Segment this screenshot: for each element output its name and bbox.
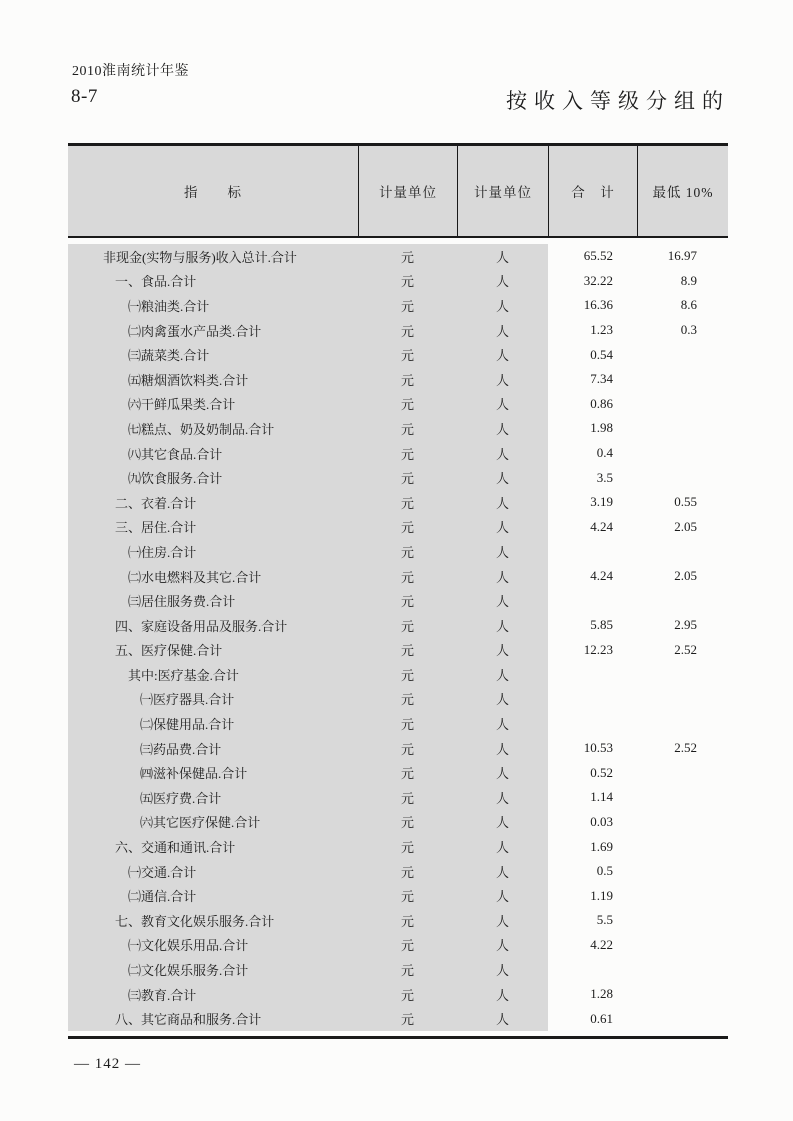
unit-yuan-cell: 元 [358, 318, 457, 343]
unit-yuan-cell: 元 [358, 539, 457, 564]
unit-person-cell: 人 [457, 613, 548, 638]
unit-yuan-cell: 元 [358, 687, 457, 712]
lowest10-value-cell: 2.95 [674, 617, 697, 633]
table-row [68, 392, 728, 417]
table-row [68, 515, 728, 540]
unit-yuan-cell: 元 [358, 711, 457, 736]
indicator-cell: ㈠住房.合计 [68, 539, 358, 564]
table-row [68, 760, 728, 785]
total-value-cell: 1.69 [590, 838, 613, 854]
indicator-cell: ㈠文化娱乐用品.合计 [68, 933, 358, 958]
unit-person-cell: 人 [457, 1006, 548, 1031]
indicator-cell: ㈡通信.合计 [68, 883, 358, 908]
total-value-cell: 5.5 [596, 912, 613, 928]
total-value-cell: 0.4 [596, 445, 613, 461]
table-row [68, 367, 728, 392]
table-row [68, 638, 728, 663]
total-value-cell: 32.22 [583, 272, 613, 288]
unit-yuan-cell: 元 [358, 736, 457, 761]
total-value-cell: 12.23 [583, 641, 613, 657]
unit-person-cell: 人 [457, 416, 548, 441]
table-row [68, 785, 728, 810]
unit-person-cell: 人 [457, 564, 548, 589]
total-value-cell: 4.22 [590, 936, 613, 952]
table-header-row [68, 146, 728, 238]
indicator-cell: ㈢蔬菜类.合计 [68, 342, 358, 367]
lowest10-value-cell: 8.9 [680, 272, 697, 288]
unit-yuan-cell: 元 [358, 785, 457, 810]
table-row [68, 883, 728, 908]
indicator-cell: ㈠粮油类.合计 [68, 293, 358, 318]
lowest10-value-cell: 2.05 [674, 568, 697, 584]
indicator-cell: 非现金(实物与服务)收入总计.合计 [68, 244, 358, 269]
total-value-cell: 0.61 [590, 1010, 613, 1026]
table-row [68, 933, 728, 958]
unit-person-cell: 人 [457, 342, 548, 367]
unit-yuan-cell: 元 [358, 1006, 457, 1031]
unit-person-cell: 人 [457, 465, 548, 490]
total-value-cell: 65.52 [583, 248, 613, 264]
indicator-cell: ㈡文化娱乐服务.合计 [68, 957, 358, 982]
header-lowest10: 最低 10% [637, 146, 728, 236]
unit-person-cell: 人 [457, 883, 548, 908]
total-value-cell: 7.34 [590, 371, 613, 387]
statistics-table [68, 143, 728, 1039]
yearbook-label: 2010淮南统计年鉴 [72, 64, 189, 79]
indicator-cell: 八、其它商品和服务.合计 [68, 1006, 358, 1031]
page-title: 按收入等级分组的 [506, 89, 730, 113]
total-value-cell: 0.86 [590, 395, 613, 411]
indicator-cell: ㈠医疗器具.合计 [68, 687, 358, 712]
unit-person-cell: 人 [457, 490, 548, 515]
unit-yuan-cell: 元 [358, 883, 457, 908]
unit-person-cell: 人 [457, 687, 548, 712]
page-number: — 142 — [74, 1056, 141, 1072]
unit-yuan-cell: 元 [358, 465, 457, 490]
lowest10-value-cell: 2.52 [674, 740, 697, 756]
total-value-cell: 0.54 [590, 346, 613, 362]
total-value-cell: 3.5 [596, 469, 613, 485]
table-row [68, 687, 728, 712]
table-row [68, 441, 728, 466]
unit-yuan-cell: 元 [358, 392, 457, 417]
indicator-cell: ㈡水电燃料及其它.合计 [68, 564, 358, 589]
table-number: 8-7 [71, 86, 98, 107]
total-value-cell: 3.19 [590, 494, 613, 510]
table-row [68, 465, 728, 490]
indicator-cell: 二、衣着.合计 [68, 490, 358, 515]
table-row [68, 908, 728, 933]
unit-yuan-cell: 元 [358, 269, 457, 294]
unit-yuan-cell: 元 [358, 293, 457, 318]
header-unit-2: 计量单位 [457, 146, 548, 236]
indicator-cell: ㈥其它医疗保健.合计 [68, 810, 358, 835]
indicator-cell: ㈡肉禽蛋水产品类.合计 [68, 318, 358, 343]
unit-yuan-cell: 元 [358, 613, 457, 638]
table-row [68, 416, 728, 441]
unit-yuan-cell: 元 [358, 416, 457, 441]
total-value-cell: 16.36 [583, 297, 613, 313]
lowest10-value-cell: 0.55 [674, 494, 697, 510]
indicator-cell: 七、教育文化娱乐服务.合计 [68, 908, 358, 933]
lowest10-value-cell: 2.05 [674, 518, 697, 534]
unit-person-cell: 人 [457, 515, 548, 540]
total-value-cell: 1.23 [590, 322, 613, 338]
unit-person-cell: 人 [457, 736, 548, 761]
unit-yuan-cell: 元 [358, 441, 457, 466]
unit-person-cell: 人 [457, 908, 548, 933]
lowest10-value-cell: 8.6 [680, 297, 697, 313]
indicator-cell: 其中:医疗基金.合计 [68, 662, 358, 687]
indicator-cell: ㈨饮食服务.合计 [68, 465, 358, 490]
total-value-cell: 0.52 [590, 764, 613, 780]
unit-person-cell: 人 [457, 810, 548, 835]
indicator-cell: 三、居住.合计 [68, 515, 358, 540]
unit-person-cell: 人 [457, 244, 548, 269]
table-row [68, 957, 728, 982]
unit-person-cell: 人 [457, 785, 548, 810]
total-value-cell: 10.53 [583, 740, 613, 756]
unit-person-cell: 人 [457, 269, 548, 294]
unit-yuan-cell: 元 [358, 859, 457, 884]
indicator-cell: ㈧其它食品.合计 [68, 441, 358, 466]
total-value-cell: 5.85 [590, 617, 613, 633]
lowest10-value-cell: 2.52 [674, 641, 697, 657]
unit-yuan-cell: 元 [358, 760, 457, 785]
unit-yuan-cell: 元 [358, 244, 457, 269]
unit-person-cell: 人 [457, 662, 548, 687]
unit-person-cell: 人 [457, 957, 548, 982]
header-unit-1: 计量单位 [358, 146, 457, 236]
table-row [68, 834, 728, 859]
unit-person-cell: 人 [457, 588, 548, 613]
total-value-cell: 1.14 [590, 789, 613, 805]
indicator-cell: 五、医疗保健.合计 [68, 638, 358, 663]
unit-yuan-cell: 元 [358, 588, 457, 613]
table-row [68, 588, 728, 613]
unit-person-cell: 人 [457, 293, 548, 318]
unit-yuan-cell: 元 [358, 490, 457, 515]
indicator-cell: ㈠交通.合计 [68, 859, 358, 884]
indicator-cell: 一、食品.合计 [68, 269, 358, 294]
unit-person-cell: 人 [457, 539, 548, 564]
unit-person-cell: 人 [457, 933, 548, 958]
unit-person-cell: 人 [457, 982, 548, 1007]
unit-person-cell: 人 [457, 711, 548, 736]
header-total: 合 计 [548, 146, 637, 236]
total-value-cell: 0.5 [596, 863, 613, 879]
table-row [68, 982, 728, 1007]
indicator-cell: ㈤糖烟酒饮料类.合计 [68, 367, 358, 392]
unit-yuan-cell: 元 [358, 908, 457, 933]
indicator-cell: ㈢居住服务费.合计 [68, 588, 358, 613]
indicator-cell: ㈤医疗费.合计 [68, 785, 358, 810]
indicator-cell: ㈦糕点、奶及奶制品.合计 [68, 416, 358, 441]
unit-person-cell: 人 [457, 367, 548, 392]
table-body [68, 238, 728, 1036]
table-row [68, 859, 728, 884]
table-row [68, 539, 728, 564]
lowest10-value-cell: 0.3 [680, 322, 697, 338]
unit-yuan-cell: 元 [358, 367, 457, 392]
unit-yuan-cell: 元 [358, 342, 457, 367]
table-row [68, 342, 728, 367]
total-value-cell: 4.24 [590, 568, 613, 584]
table-row [68, 613, 728, 638]
unit-yuan-cell: 元 [358, 564, 457, 589]
table-row [68, 269, 728, 294]
header-indicator: 指 标 [184, 185, 242, 200]
unit-person-cell: 人 [457, 859, 548, 884]
table-row [68, 1006, 728, 1031]
table-row [68, 564, 728, 589]
indicator-cell: ㈡保健用品.合计 [68, 711, 358, 736]
unit-yuan-cell: 元 [358, 933, 457, 958]
total-value-cell: 0.03 [590, 813, 613, 829]
table-row [68, 711, 728, 736]
unit-yuan-cell: 元 [358, 662, 457, 687]
unit-person-cell: 人 [457, 760, 548, 785]
table-row [68, 736, 728, 761]
total-value-cell: 1.28 [590, 986, 613, 1002]
unit-person-cell: 人 [457, 392, 548, 417]
indicator-cell: ㈣滋补保健品.合计 [68, 760, 358, 785]
table-row [68, 810, 728, 835]
unit-person-cell: 人 [457, 834, 548, 859]
table-row [68, 490, 728, 515]
unit-yuan-cell: 元 [358, 810, 457, 835]
indicator-cell: ㈥干鲜瓜果类.合计 [68, 392, 358, 417]
table-row [68, 318, 728, 343]
unit-yuan-cell: 元 [358, 515, 457, 540]
indicator-cell: ㈢药品费.合计 [68, 736, 358, 761]
indicator-cell: 四、家庭设备用品及服务.合计 [68, 613, 358, 638]
indicator-cell: 六、交通和通讯.合计 [68, 834, 358, 859]
table-row [68, 662, 728, 687]
unit-yuan-cell: 元 [358, 957, 457, 982]
unit-person-cell: 人 [457, 441, 548, 466]
table-row [68, 293, 728, 318]
unit-yuan-cell: 元 [358, 834, 457, 859]
unit-yuan-cell: 元 [358, 638, 457, 663]
unit-person-cell: 人 [457, 318, 548, 343]
unit-person-cell: 人 [457, 638, 548, 663]
total-value-cell: 1.98 [590, 420, 613, 436]
unit-yuan-cell: 元 [358, 982, 457, 1007]
total-value-cell: 1.19 [590, 887, 613, 903]
table-row [68, 244, 728, 269]
total-value-cell: 4.24 [590, 518, 613, 534]
indicator-cell: ㈢教育.合计 [68, 982, 358, 1007]
lowest10-value-cell: 16.97 [667, 248, 697, 264]
